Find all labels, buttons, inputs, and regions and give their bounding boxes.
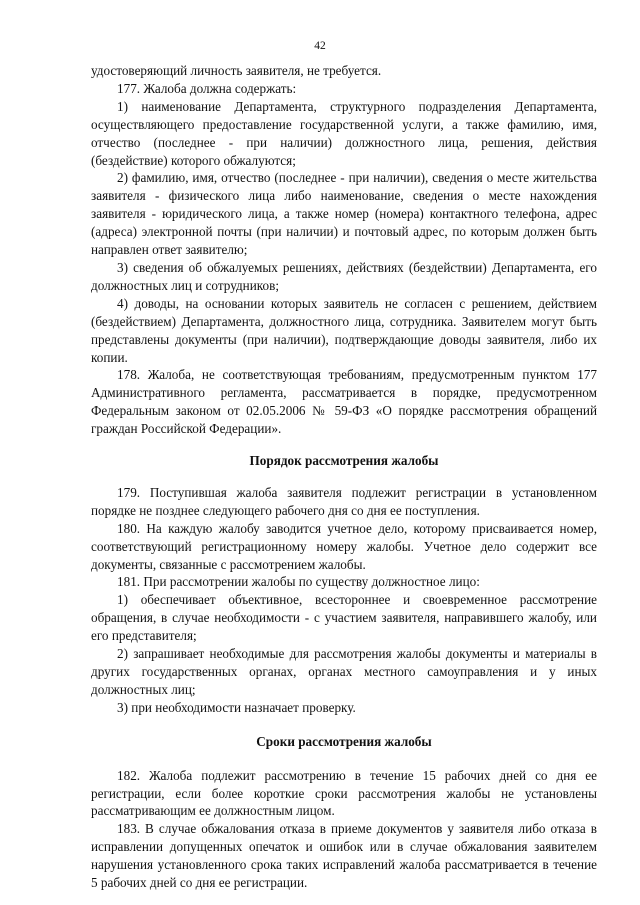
paragraph: 183. В случае обжалования отказа в приеме документов у заявителя либо отказа в исправлении допущенных опечаток и ошибок или в случае обжалования заявителем нарушения установленного срока таких исправлений жалоба рассматривается в течение 5 рабочих дней со дня ее регистрации.: [91, 821, 597, 891]
paragraph: 3) при необходимости назначает проверку.: [117, 699, 356, 715]
paragraph: 180. На каждую жалобу заводится учетное дело, которому присваивается номер, соответствующий регистрационному номеру жалобы. Учетное дело содержит все документы, связанные с рассмотрением жалобы.: [91, 520, 597, 572]
paragraph: 2) фамилию, имя, отчество (последнее - при наличии), сведения о месте жительства заявителя - физического лица либо наименование, сведения о месте нахождения заявителя - юридического лица, а также номер (номера) контактного телефона, адрес (адреса) электронной почты (при наличии) и почтовый адрес, по которым должен быть направлен ответ заявителю;: [91, 170, 597, 258]
paragraph: 3) сведения об обжалуемых решениях, действиях (бездействии) Департамента, его должностных лиц и сотрудников;: [91, 259, 597, 293]
section-heading: Порядок рассмотрения жалобы: [249, 453, 439, 469]
paragraph: 177. Жалоба должна содержать:: [117, 80, 297, 96]
paragraph: 1) обеспечивает объективное, всестороннее и своевременное рассмотрение обращения, в случае необходимости - с участием заявителя, направившего жалобу, или его представителя;: [91, 592, 597, 644]
paragraph: 4) доводы, на основании которых заявитель не согласен с решением, действием (бездействием) Департамента, должностного лица, сотрудника. Заявителем могут быть представлены документы (при наличии), подтверждающие доводы заявителя, либо их копии.: [91, 295, 597, 365]
document-body: [91, 62, 597, 892]
section-heading: Сроки рассмотрения жалобы: [256, 733, 432, 749]
paragraph: 181. При рассмотрении жалобы по существу должностное лицо:: [117, 574, 480, 590]
paragraph: удостоверяющий личность заявителя, не требуется.: [91, 63, 382, 78]
paragraph: 182. Жалоба подлежит рассмотрению в течение 15 рабочих дней со дня ее регистрации, если более короткие сроки рассмотрения жалобы не установлены рассматривающим ее должностным лицом.: [91, 767, 597, 819]
page-number: 42: [314, 40, 326, 52]
paragraph: 2) запрашивает необходимые для рассмотрения жалобы документы и материалы в других государственных органах, органах местного самоуправления и у иных должностных лиц;: [91, 646, 597, 697]
paragraph: 178. Жалоба, не соответствующая требованиям, предусмотренным пунктом 177 Административного регламента, рассматривается в порядке, предусмотренном Федеральным законом от 02.05.2006 № 59-ФЗ «О порядке рассмотрения обращений граждан Российской Федерации».: [91, 367, 597, 437]
paragraph: 1) наименование Департамента, структурного подразделения Департамента, осуществляющего предоставление государственной услуги, а также фамилию, имя, отчество (последнее - при наличии) должностного лица, решения, действия (бездействие) которого обжалуются;: [91, 98, 597, 168]
paragraph: 179. Поступившая жалоба заявителя подлежит регистрации в установленном порядке не позднее следующего рабочего дня со дня ее поступления.: [91, 484, 597, 518]
